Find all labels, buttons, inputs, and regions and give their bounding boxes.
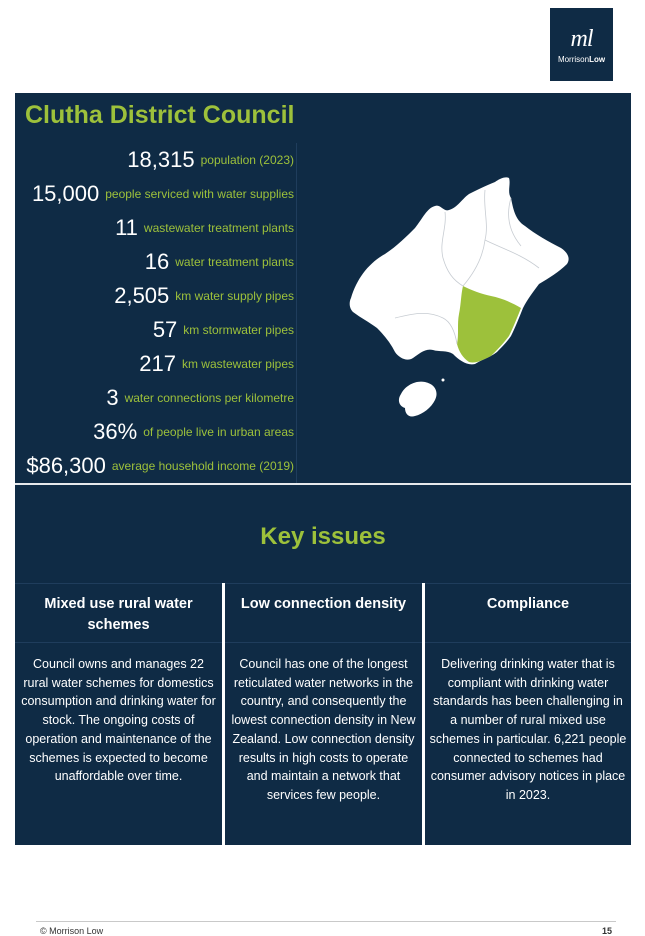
issue-column-compliance (425, 583, 631, 845)
stat-label: km stormwater pipes (183, 323, 294, 337)
stat-number: 3 (106, 385, 119, 410)
stat-row (15, 449, 296, 483)
page-title: Clutha District Council (25, 101, 295, 129)
stat-number: 217 (139, 351, 176, 376)
stat-row (15, 415, 296, 449)
stat-label: of people live in urban areas (143, 425, 294, 439)
council-panel (15, 93, 631, 845)
stats-list (15, 143, 296, 483)
issue-body: Council owns and manages 22 rural water schemes for domestics consumption and drinking water for stock. The ongoing costs of operation and maintenance of the schemes is expected to become unaffordable over time. (21, 657, 216, 784)
stat-label: average household income (2019) (111, 459, 294, 473)
island-shape (399, 382, 437, 417)
issue-body: Delivering drinking water that is compliant with drinking water standards has been challenging in a number of rural mixed use schemes in particular. 6,221 people connected to schemes had consumer advisory notices in place in 2023. (429, 657, 627, 802)
column-separator (222, 583, 225, 845)
stat-number: 57 (152, 317, 178, 342)
section-divider (15, 483, 631, 485)
stat-number: 2,505 (114, 283, 170, 308)
issue-body: Council has one of the longest reticulated water networks in the country, and consequently the lowest connection density in New Zealand. Low connection density results in high costs to operate and maintain a network that services few people. (231, 657, 416, 802)
issue-heading: Low connection density (225, 583, 422, 643)
issue-heading: Compliance (425, 583, 631, 643)
stat-label: people serviced with water supplies (105, 187, 294, 201)
stat-label: wastewater treatment plants (143, 221, 294, 235)
stat-number: $86,300 (26, 453, 106, 478)
stat-number: 18,315 (127, 147, 195, 172)
stat-row (15, 245, 296, 279)
stat-label: km wastewater pipes (181, 357, 294, 371)
morrison-low-logo (550, 8, 613, 81)
stat-row (15, 279, 296, 313)
stat-row (15, 211, 296, 245)
issue-heading: Mixed use rural water schemes (15, 583, 222, 643)
district-map (335, 168, 575, 418)
stat-number: 15,000 (31, 181, 100, 206)
stat-label: population (2023) (200, 153, 294, 167)
stat-label: water connections per kilometre (124, 391, 294, 405)
footer-copyright: © Morrison Low (40, 926, 104, 936)
stat-row (15, 381, 296, 415)
key-issues-title: Key issues (260, 523, 386, 550)
stat-row (15, 143, 296, 177)
logo-wordmark: MorrisonLow (557, 55, 606, 64)
stat-number: 36% (93, 419, 138, 444)
issue-column-connection-density (225, 583, 422, 845)
stat-row (15, 313, 296, 347)
column-separator (422, 583, 425, 845)
stat-label: km water supply pipes (175, 289, 294, 303)
stat-number: 16 (144, 249, 170, 274)
page-number: 15 (602, 926, 613, 936)
stat-number: 11 (115, 215, 138, 240)
footer-rule (36, 921, 616, 922)
stat-row (15, 347, 296, 381)
logo-mark: ml (570, 26, 593, 52)
issue-column-rural-water (15, 583, 222, 845)
stat-label: water treatment plants (175, 255, 294, 269)
stat-row (15, 177, 296, 211)
key-issues-columns (15, 583, 631, 845)
